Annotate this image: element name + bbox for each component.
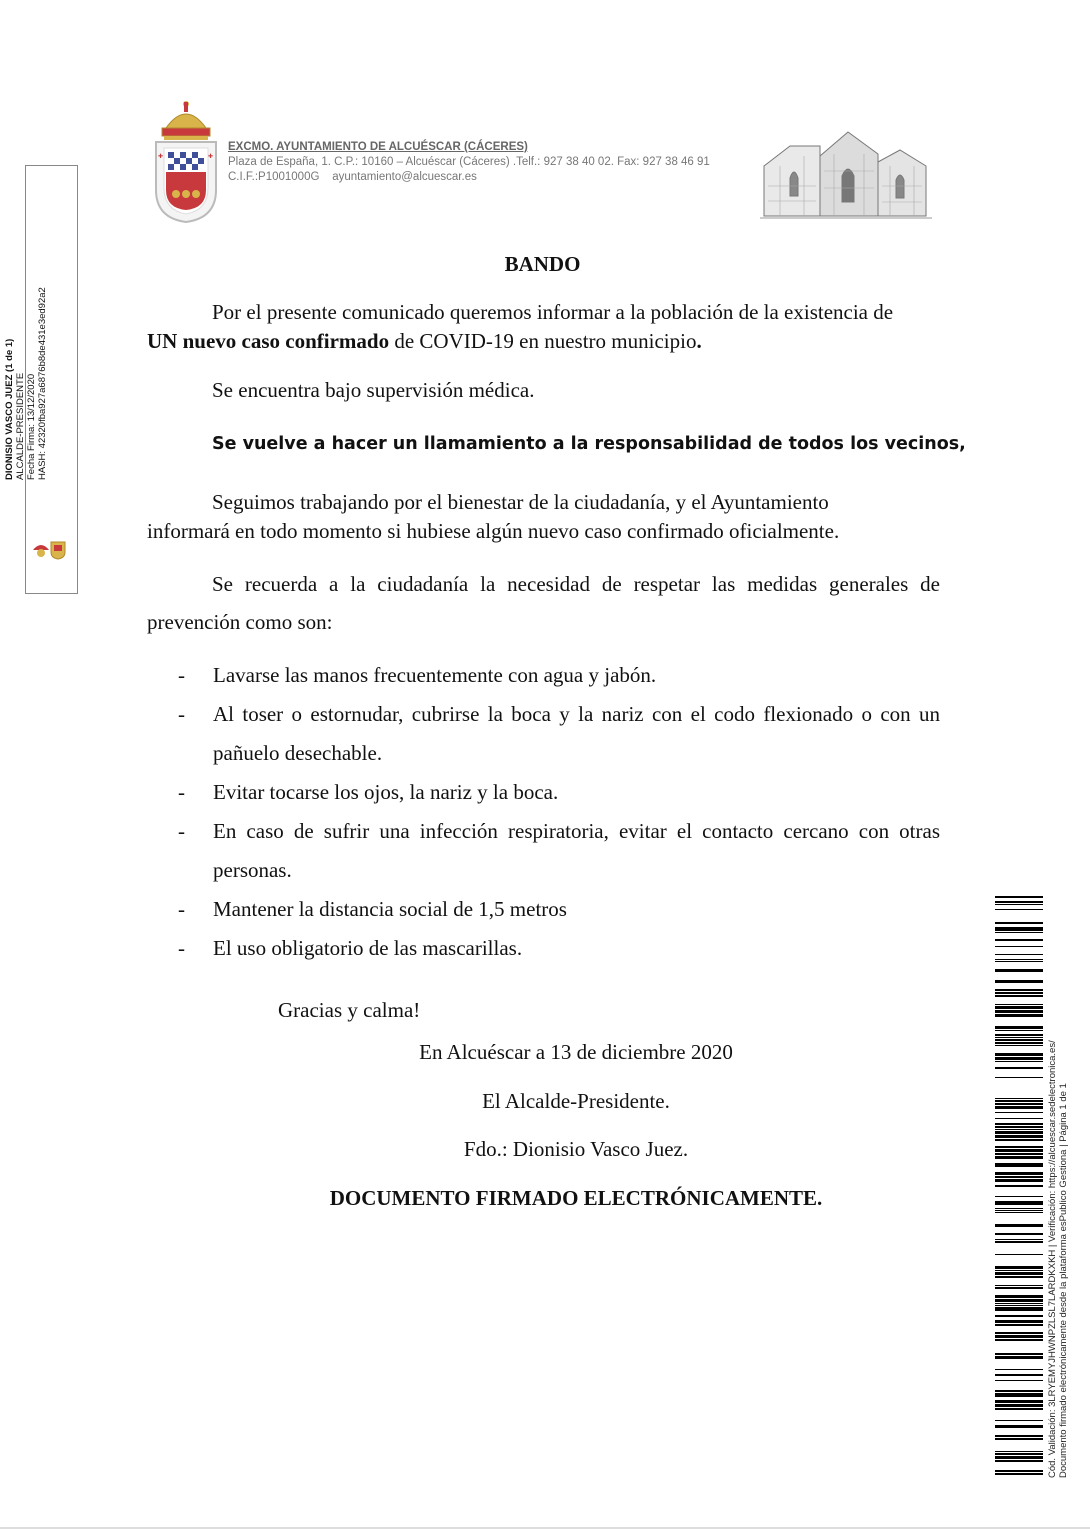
barcode-bar: [995, 1339, 1043, 1341]
barcode-bar: [995, 1233, 1043, 1235]
electronic-signature-notice: DOCUMENTO FIRMADO ELECTRÓNICAMENTE.: [329, 1186, 823, 1210]
org-email: ayuntamiento@alcuescar.es: [332, 171, 477, 183]
barcode-bar: [995, 1118, 1043, 1119]
barcode-bar: [995, 1266, 1043, 1269]
barcode-bar: [995, 1185, 1043, 1187]
barcode-bar: [995, 1126, 1043, 1128]
barcode-bar: [995, 932, 1043, 933]
barcode-bar: [995, 927, 1043, 931]
barcode-bar: [995, 1315, 1043, 1317]
paragraph-announcement-period: .: [696, 329, 702, 353]
signer-role: ALCALDE-PRESIDENTE: [15, 372, 26, 480]
list-item: [178, 656, 940, 695]
org-cif: C.I.F.:P1001000G: [228, 171, 320, 183]
barcode-bar: [995, 1131, 1043, 1134]
signature-stamp-text: [4, 150, 48, 480]
barcode-bar: [995, 1037, 1043, 1038]
barcode-bar: [995, 1210, 1043, 1211]
list-bullet: -: [178, 897, 185, 921]
barcode-bar: [995, 1299, 1043, 1302]
barcode-bar: [995, 1112, 1043, 1113]
barcode-bar: [995, 980, 1043, 983]
barcode-bar: [995, 1254, 1043, 1255]
barcode-bar: [995, 1129, 1043, 1130]
paragraph-announcement-rest: de COVID-19 en nuestro municipio: [389, 329, 697, 353]
org-address: Plaza de España, 1. C.P.: 10160 – Alcuéscar (Cáceres) .Telf.: 927 38 40 02. Fax: 927 38 46 91: [228, 156, 710, 168]
barcode-bar: [995, 1320, 1043, 1323]
paragraph-wellbeing: [147, 488, 940, 546]
barcode-bar: [995, 1153, 1043, 1155]
place-date: En Alcuéscar a 13 de diciembre 2020: [419, 1040, 733, 1064]
barcode-bar: [995, 1473, 1043, 1475]
barcode-bar: [995, 1053, 1043, 1056]
stamp-crest-icon: [31, 538, 69, 560]
barcode-bar: [995, 1425, 1043, 1428]
barcode-bar: [995, 1208, 1043, 1209]
list-item: [178, 890, 940, 929]
list-item: [178, 929, 940, 968]
barcode-bar: [995, 1224, 1043, 1227]
barcode-bar: [995, 992, 1043, 994]
barcode-bar: [995, 1305, 1043, 1306]
barcode-bar: [995, 1212, 1043, 1213]
org-name: EXCMO. AYUNTAMIENTO DE ALCUÉSCAR (CÁCERES): [228, 141, 528, 153]
barcode-bar: [995, 1453, 1043, 1455]
list-bullet: -: [178, 819, 185, 843]
barcode-bar: [995, 1438, 1043, 1440]
barcode-bar: [995, 1201, 1043, 1205]
barcode-bar: [995, 1106, 1043, 1109]
barcode-bar: [995, 1276, 1043, 1278]
barcode-bar: [995, 969, 1043, 972]
barcode-bar: [995, 1026, 1043, 1029]
barcode-bar: [995, 1285, 1043, 1286]
document-title: BANDO: [504, 252, 581, 276]
list-bullet: -: [178, 663, 185, 687]
barcode-bar: [995, 1146, 1043, 1148]
signature-hash: HASH: 42320fba927a6876b8de431e3ed92a2: [37, 287, 48, 480]
paragraph-supervision: Se encuentra bajo supervisión médica.: [212, 378, 535, 402]
barcode-bar: [995, 1163, 1043, 1167]
barcode-bar: [995, 954, 1043, 955]
barcode-bar: [995, 1061, 1043, 1062]
list-item-text: En caso de sufrir una infección respiratoria, evitar el contacto cercano con otras personas.: [213, 819, 940, 882]
barcode-bar: [995, 1324, 1043, 1326]
barcode-bar: [995, 1196, 1043, 1197]
signer-title: El Alcalde-Presidente.: [482, 1089, 670, 1113]
barcode-bar: [995, 1176, 1043, 1178]
signer-name: DIONISIO VASCO JUEZ (1 de 1): [4, 338, 15, 480]
list-bullet: -: [178, 780, 185, 804]
barcode-bar: [995, 1353, 1043, 1355]
barcode-bar: [995, 1400, 1043, 1403]
barcode-bar: [995, 1077, 1043, 1078]
validation-code: Cód. Validación: 3LRYEMYJHWNPZLSL7LARDKXKH | Verificación: https://alcuescar.sedelectronica.es/: [1047, 1040, 1058, 1478]
barcode-bar: [995, 1435, 1043, 1437]
barcode-bar: [995, 1241, 1043, 1243]
barcode-bar: [995, 1030, 1043, 1031]
barcode-bar: [995, 1456, 1043, 1459]
list-item-text: Evitar tocarse los ojos, la nariz y la boca.: [213, 780, 559, 804]
barcode-bar: [995, 1179, 1043, 1182]
barcode-bar: [995, 1239, 1043, 1240]
paragraph-wellbeing-line1: Seguimos trabajando por el bienestar de la ciudadanía, y el Ayuntamiento: [212, 490, 829, 514]
barcode-bar: [995, 1172, 1043, 1175]
barcode-bar: [995, 896, 1043, 898]
paragraph-wellbeing-line2: informará en todo momento si hubiese algún nuevo caso confirmado oficialmente.: [147, 519, 840, 543]
barcode-bar: [995, 1149, 1043, 1152]
barcode-bar: [995, 1272, 1043, 1275]
list-item-text: El uso obligatorio de las mascarillas.: [213, 936, 523, 960]
org-header: [228, 140, 710, 185]
list-bullet: -: [178, 936, 185, 960]
svg-text:✚: ✚: [158, 154, 164, 160]
barcode-bar: [995, 1014, 1043, 1017]
barcode-bar: [995, 939, 1043, 941]
barcode-bar: [995, 995, 1043, 997]
prevention-measures-list: [178, 656, 940, 968]
barcode-bar: [995, 1356, 1043, 1359]
barcode-bar: [995, 1303, 1043, 1304]
signature-date: Fecha Firma: 13/12/2020: [26, 373, 37, 480]
barcode-bar: [995, 1098, 1043, 1099]
paragraph-prevention-text: Se recuerda a la ciudadanía la necesidad de respetar las medidas generales de prevención como son:: [147, 572, 940, 634]
paragraph-announcement-line2: [147, 327, 940, 356]
barcode-bar: [995, 961, 1043, 962]
barcode-bar: [995, 1380, 1043, 1381]
paragraph-prevention: [147, 565, 940, 641]
barcode-bar: [995, 1332, 1043, 1334]
list-item: [178, 695, 940, 773]
barcode-bar: [995, 1156, 1043, 1159]
barcode-bar: [995, 1420, 1043, 1421]
barcode-bar: [995, 1139, 1043, 1141]
barcode-bar: [995, 946, 1043, 947]
list-item: [178, 773, 940, 812]
closing-remark: Gracias y calma!: [278, 998, 421, 1022]
barcode-bar: [995, 1307, 1043, 1311]
barcode-bar: [995, 959, 1043, 960]
list-item-text: Al toser o estornudar, cubrirse la boca y la nariz con el codo flexionado o con un pañuelo desechable.: [213, 702, 940, 765]
barcode-bar: [995, 1404, 1043, 1407]
platform-notice: Documento firmado electrónicamente desde la plataforma esPublico Gestiona | Página 1 de 1: [1058, 1083, 1069, 1478]
barcode-bar: [995, 1006, 1043, 1009]
barcode-bar: [995, 1034, 1043, 1036]
responsibility-callout: Se vuelve a hacer un llamamiento a la responsabilidad de todos los vecinos,: [212, 434, 966, 454]
barcode-bar: [995, 1057, 1043, 1060]
list-item-text: Mantener la distancia social de 1,5 metros: [213, 897, 567, 921]
barcode-bar: [995, 1390, 1043, 1392]
barcode-bar: [995, 1270, 1043, 1271]
barcode-bar: [995, 1004, 1043, 1005]
new-case-emphasis: UN nuevo caso confirmado: [147, 329, 390, 353]
barcode-bar: [995, 1123, 1043, 1125]
barcode-bar: [995, 1287, 1043, 1289]
barcode-bar: [995, 1100, 1043, 1102]
barcode-bar: [995, 1335, 1043, 1338]
list-item: [178, 812, 940, 890]
verification-text: [1047, 958, 1069, 1478]
church-illustration-icon: [760, 126, 932, 222]
barcode-bar: [995, 1460, 1043, 1462]
barcode-bar: [995, 1135, 1043, 1138]
barcode-bar: [995, 1295, 1043, 1298]
barcode-bar: [995, 1374, 1043, 1376]
barcode-bar: [995, 1039, 1043, 1041]
barcode-bar: [995, 909, 1043, 910]
barcode-bar: [995, 1045, 1043, 1046]
barcode-bar: [995, 1408, 1043, 1410]
municipal-crest-icon: [150, 98, 222, 224]
page-bottom-divider: [0, 1527, 1090, 1529]
barcode-bar: [995, 1369, 1043, 1370]
org-contact: [228, 170, 710, 185]
barcode-bar: [995, 1393, 1043, 1397]
barcode-bar: [995, 1451, 1043, 1452]
svg-text:✚: ✚: [208, 154, 214, 160]
barcode-bar: [995, 1067, 1043, 1069]
barcode-bar: [995, 1010, 1043, 1013]
list-item-text: Lavarse las manos frecuentemente con agua y jabón.: [213, 663, 657, 687]
paragraph-announcement: [147, 298, 940, 356]
barcode-bar: [995, 904, 1043, 905]
barcode-bar: [995, 901, 1043, 903]
barcode-bar: [995, 1042, 1043, 1044]
barcode-bar: [995, 922, 1043, 924]
paragraph-announcement-line1: Por el presente comunicado queremos informar a la población de la existencia de: [212, 300, 894, 324]
barcode-bar: [995, 1470, 1043, 1472]
signer-signature: Fdo.: Dionisio Vasco Juez.: [463, 1137, 689, 1161]
validation-barcode-icon: [995, 896, 1043, 1476]
list-bullet: -: [178, 702, 185, 726]
barcode-bar: [995, 1103, 1043, 1105]
barcode-bar: [995, 989, 1043, 991]
